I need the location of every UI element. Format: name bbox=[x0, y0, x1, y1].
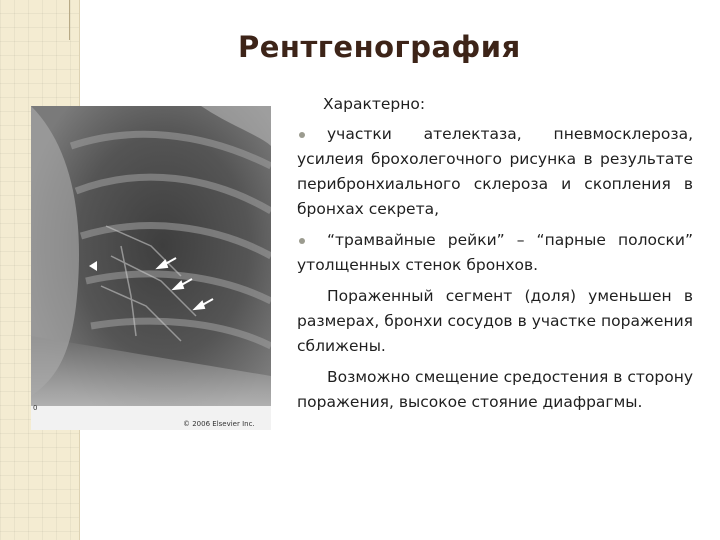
paragraph: Пораженный сегмент (доля) уменьшен в размерах, бронхи сосудов в участке поражения сближены. bbox=[297, 287, 693, 355]
bullet-dot-icon bbox=[299, 132, 305, 138]
bullet-item: участки ателектаза, пневмосклероза, усилеия брохолегочного рисунка в результате перибронхиального склероза и скопления в бронхах секрета, bbox=[297, 125, 693, 218]
paragraph: Возможно смещение средостения в сторону поражения, высокое стояние диафрагмы. bbox=[297, 368, 693, 411]
slide-title: Рентгенография bbox=[238, 30, 521, 64]
intro-text: Характерно: bbox=[323, 95, 426, 113]
decorative-strip-line bbox=[69, 0, 70, 40]
bullet-dot-icon bbox=[299, 238, 305, 244]
slide-body bbox=[297, 92, 693, 421]
chest-xray-image bbox=[31, 106, 271, 430]
bullet-item: “трамвайные рейки” – “парные полоски” утолщенных стенок бронхов. bbox=[297, 231, 693, 274]
image-copyright: © 2006 Elsevier Inc. bbox=[183, 420, 255, 428]
svg-text:0: 0 bbox=[33, 404, 38, 412]
